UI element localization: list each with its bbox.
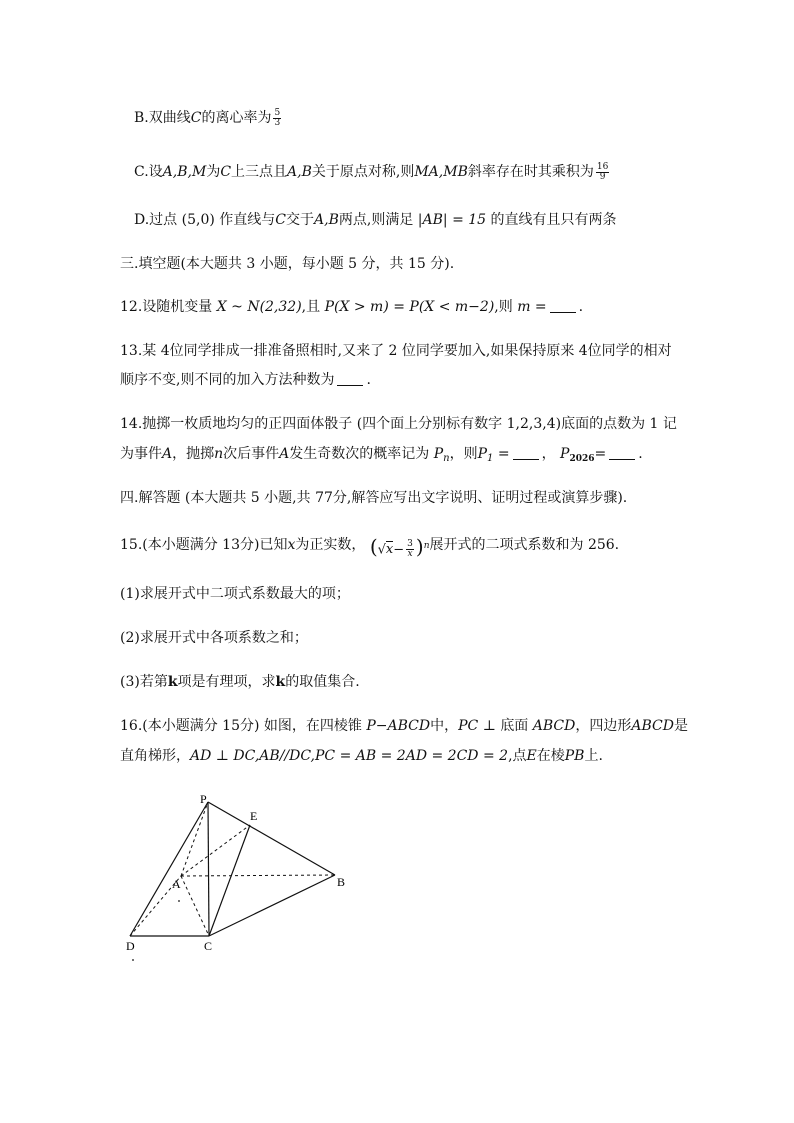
question-15: 15.(本小题满分 13分)已知x为正实数， (√x− $\frac{3}{x}$ )$^n$展开式的二项式系数和为 256.	[120, 534, 620, 559]
answer-blank-13	[337, 371, 363, 386]
question-15-part-2: (2)求展开式中各项系数之和；	[120, 630, 308, 646]
answer-blank-14a	[513, 445, 539, 460]
question-15-part-1: (1)求展开式中二项式系数最大的项；	[120, 586, 350, 602]
answer-blank-14b	[609, 445, 635, 460]
edge-AE	[181, 825, 250, 876]
option-d: D.过点 (5,0) 作直线与C交于A,B两点,则满足 |AB| = 15 的直线有且只有两条	[134, 212, 617, 228]
option-b-text: B.双曲线	[134, 110, 191, 126]
option-c-fraction: $\frac{16}{9}$	[596, 161, 609, 182]
answer-blank-12	[550, 298, 576, 313]
option-b-var: C	[190, 110, 202, 126]
question-14-line-1: 14.抛掷一枚质地均匀的正四面体骰子 (四个面上分别标有数字 1,2,3,4)底面的点数为 1 记	[120, 416, 677, 432]
option-b-fraction: $\frac{5}{3}$	[274, 107, 281, 128]
question-14-line-2: 为事件A，抛掷n次后事件A发生奇数次的概率记为 $P_n$，则$P_1$ = ， $P_{2026}=$ .	[120, 446, 643, 464]
label-B: B	[337, 875, 346, 889]
option-b-text2: 的离心率为	[201, 110, 272, 126]
question-16-line-2: 直角梯形，AD ⊥ DC,AB//DC,PC = AB = 2AD = 2CD = 2,点E在棱PB上.	[120, 748, 603, 764]
dot-mark-a	[178, 900, 180, 902]
question-15-part-3: (3)若第k项是有理项，求k的取值集合.	[120, 674, 360, 690]
edge-PB	[208, 802, 335, 875]
label-A: A	[172, 877, 181, 891]
edge-AB	[181, 875, 335, 876]
section-3-title: 三.填空题(本大题共 3 小题，每小题 5 分，共 15 分).	[120, 256, 455, 272]
dot-mark-d	[132, 959, 134, 961]
binomial-expression: (√x− $\frac{3}{x}$ )$^n$	[369, 534, 430, 559]
option-b	[134, 108, 283, 128]
question-16-line-1: 16.(本小题满分 15分) 如图，在四棱锥 P−ABCD中，PC ⊥ 底面 ABCD，四边形ABCD是	[120, 718, 688, 734]
pyramid-figure	[120, 790, 360, 970]
section-4-title: 四.解答题 (本大题共 5 小题,共 77分,解答应写出文字说明、证明过程或演算步骤).	[120, 490, 628, 506]
label-E: E	[250, 809, 258, 823]
question-13-line-1: 13.某 4位同学排成一排准备照相时,又来了 2 位同学要加入,如果保持原来 4位同学的相对	[120, 343, 672, 359]
edge-PD	[130, 802, 208, 936]
question-13-line-2: 顺序不变,则不同的加入方法种数为 .	[120, 372, 371, 388]
label-P: P	[200, 792, 207, 806]
label-D: D	[126, 939, 135, 953]
edge-PC	[208, 802, 209, 936]
label-C: C	[204, 939, 213, 953]
option-c: C.设A,B,M为C上三点且A,B关于原点对称,则MA,MB斜率存在时其乘积为 $\frac{16}{9}$	[134, 161, 609, 182]
edge-AC	[181, 876, 209, 936]
edge-AP	[181, 802, 208, 876]
question-12: 12.设随机变量 X ~ N(2,32),且 P(X > m) = P(X < m−2),则 m = .	[120, 299, 584, 315]
